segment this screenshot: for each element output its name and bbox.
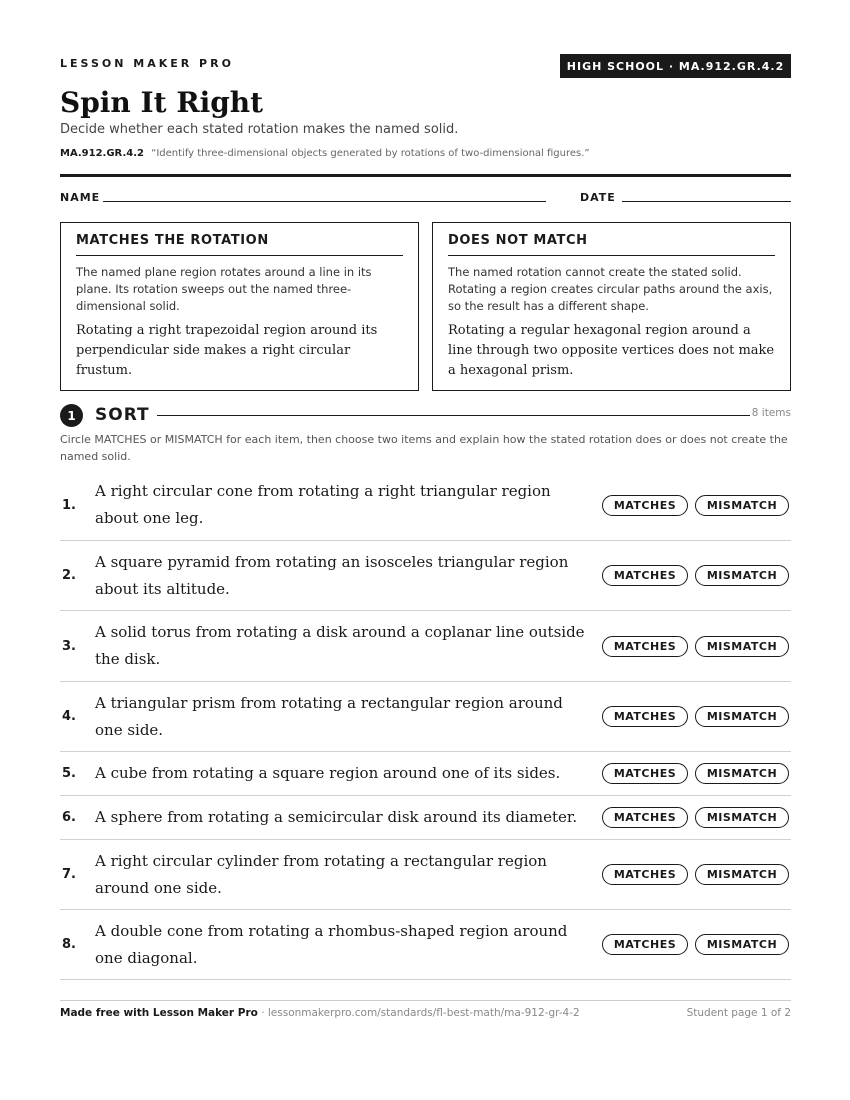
box-example: Rotating a right trapezoidal region around its perpendicular side makes a right circular frustum. bbox=[76, 323, 378, 378]
list-item bbox=[60, 470, 791, 541]
item-number: 5. bbox=[62, 766, 76, 781]
sort-section-header bbox=[60, 404, 791, 426]
date-field[interactable] bbox=[622, 201, 791, 202]
grade-standard-badge: HIGH SCHOOL · MA.912.GR.4.2 bbox=[560, 54, 791, 78]
list-item bbox=[60, 840, 791, 910]
answer-options bbox=[602, 934, 789, 955]
list-item bbox=[60, 752, 791, 796]
footer-url[interactable]: · lessonmakerpro.com/standards/fl-best-math/ma-912-gr-4-2 bbox=[257, 1007, 580, 1019]
mismatch-option[interactable]: MISMATCH bbox=[695, 763, 789, 784]
answer-options bbox=[602, 495, 789, 516]
matches-option[interactable]: MATCHES bbox=[602, 565, 688, 586]
item-text: A square pyramid from rotating an isosceles triangular region about its altitude. bbox=[95, 552, 569, 598]
page-indicator: Student page 1 of 2 bbox=[686, 1007, 791, 1019]
item-number: 1. bbox=[62, 497, 76, 513]
box-heading: DOES NOT MATCH bbox=[448, 233, 775, 256]
item-count: 8 items bbox=[751, 407, 791, 419]
mismatch-option[interactable]: MISMATCH bbox=[695, 636, 789, 657]
mismatch-option[interactable]: MISMATCH bbox=[695, 864, 789, 885]
matches-definition-box bbox=[60, 222, 419, 391]
box-example: Rotating a regular hexagonal region around a line through two opposite vertices does not make a hexagonal prism. bbox=[448, 323, 775, 378]
matches-option[interactable]: MATCHES bbox=[602, 807, 688, 828]
item-text: A right circular cylinder from rotating a rectangular region around one side. bbox=[95, 851, 547, 897]
footer-divider bbox=[60, 1000, 791, 1001]
answer-options bbox=[602, 706, 789, 727]
matches-option[interactable]: MATCHES bbox=[602, 495, 688, 516]
standard-reference bbox=[60, 148, 590, 159]
standard-description: “Identify three-dimensional objects generated by rotations of two-dimensional figures.” bbox=[151, 148, 590, 159]
sort-instructions: Circle MATCHES or MISMATCH for each item, then choose two items and explain how the stated rotation does or does not create the named solid. bbox=[60, 433, 788, 463]
item-number: 7. bbox=[62, 867, 76, 882]
item-text: A double cone from rotating a rhombus-shaped region around one diagonal. bbox=[95, 921, 568, 967]
mismatch-option[interactable]: MISMATCH bbox=[695, 495, 789, 516]
item-number: 8. bbox=[62, 937, 76, 952]
matches-option[interactable]: MATCHES bbox=[602, 706, 688, 727]
list-item bbox=[60, 796, 791, 840]
section-rule bbox=[157, 415, 750, 416]
item-text: A triangular prism from rotating a rectangular region around one side. bbox=[95, 693, 563, 739]
brand-name: LESSON MAKER PRO bbox=[60, 57, 234, 70]
mismatch-option[interactable]: MISMATCH bbox=[695, 565, 789, 586]
item-number: 3. bbox=[62, 638, 76, 654]
item-number: 2. bbox=[62, 568, 76, 583]
footer-made-with: Made free with Lesson Maker Pro bbox=[60, 1007, 258, 1019]
item-number: 4. bbox=[62, 709, 76, 724]
name-field[interactable] bbox=[103, 201, 546, 202]
matches-option[interactable]: MATCHES bbox=[602, 934, 688, 955]
list-item bbox=[60, 910, 791, 980]
item-number: 6. bbox=[62, 810, 76, 825]
page-title: Spin It Right bbox=[60, 86, 264, 119]
list-item bbox=[60, 682, 791, 752]
answer-options bbox=[602, 807, 789, 828]
date-label: DATE bbox=[580, 191, 616, 204]
answer-options bbox=[602, 636, 789, 657]
item-text: A sphere from rotating a semicircular disk around its diameter. bbox=[95, 808, 578, 826]
box-heading: MATCHES THE ROTATION bbox=[76, 233, 403, 256]
matches-option[interactable]: MATCHES bbox=[602, 763, 688, 784]
box-description: The named plane region rotates around a line in its plane. Its rotation sweeps out the named three-dimensional solid. bbox=[76, 265, 372, 313]
does-not-match-definition-box bbox=[432, 222, 791, 391]
mismatch-option[interactable]: MISMATCH bbox=[695, 706, 789, 727]
name-label: NAME bbox=[60, 191, 101, 204]
answer-options bbox=[602, 763, 789, 784]
answer-options bbox=[602, 864, 789, 885]
matches-option[interactable]: MATCHES bbox=[602, 864, 688, 885]
list-item bbox=[60, 611, 791, 682]
page-subtitle: Decide whether each stated rotation makes the named solid. bbox=[60, 122, 459, 137]
footer-credit bbox=[60, 1007, 580, 1019]
section-title: SORT bbox=[95, 405, 150, 425]
name-date-row bbox=[60, 191, 791, 207]
worksheet-page bbox=[60, 0, 791, 1100]
mismatch-option[interactable]: MISMATCH bbox=[695, 807, 789, 828]
sort-items-list bbox=[60, 470, 791, 980]
answer-options bbox=[602, 565, 789, 586]
header-divider bbox=[60, 174, 791, 177]
section-number-badge: 1 bbox=[60, 404, 83, 427]
item-text: A cube from rotating a square region around one of its sides. bbox=[95, 764, 561, 782]
item-text: A solid torus from rotating a disk around a coplanar line outside the disk. bbox=[95, 623, 585, 668]
list-item bbox=[60, 541, 791, 611]
box-description: The named rotation cannot create the stated solid. Rotating a region creates circular paths around the axis, so the result has a different shape. bbox=[448, 265, 773, 313]
matches-option[interactable]: MATCHES bbox=[602, 636, 688, 657]
standard-code: MA.912.GR.4.2 bbox=[60, 148, 144, 159]
item-text: A right circular cone from rotating a right triangular region about one leg. bbox=[95, 482, 551, 527]
mismatch-option[interactable]: MISMATCH bbox=[695, 934, 789, 955]
